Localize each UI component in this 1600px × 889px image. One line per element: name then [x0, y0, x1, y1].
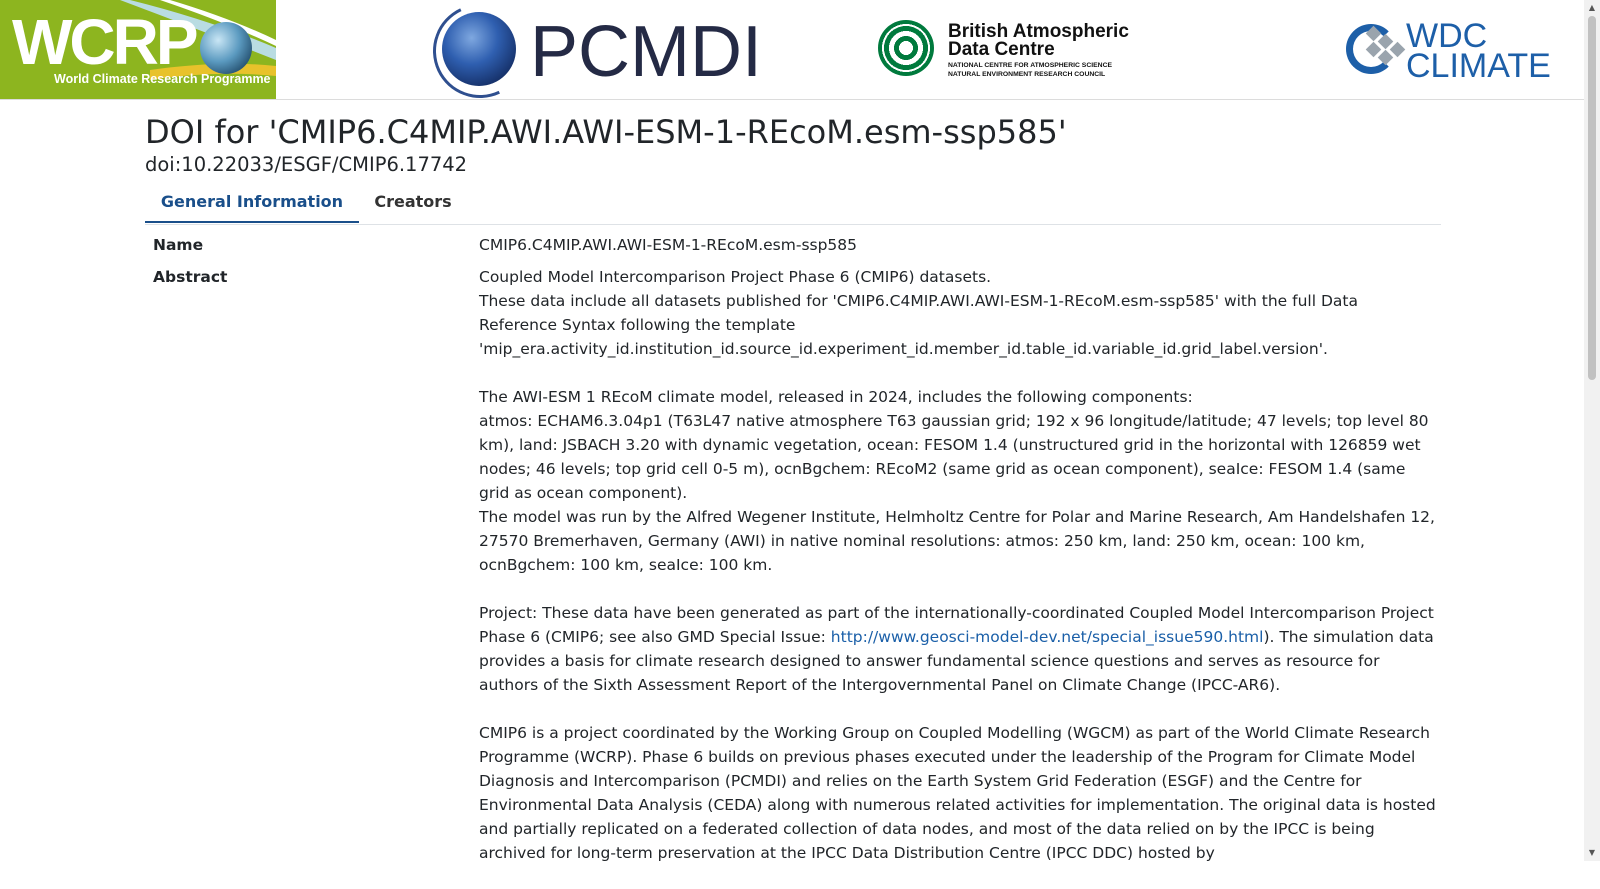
vertical-scrollbar[interactable] — [1584, 0, 1600, 861]
badc-logo-line3: NATIONAL CENTRE FOR ATMOSPHERIC SCIENCE — [948, 62, 1113, 69]
abstract-text: ). The simulation data provides a basis for climate research designed to answer fundamental science questions and serves as resource for authors of the Sixth Assessment Report of the Intergovernmental Panel on Climate Change (IPCC-AR6). — [479, 628, 1434, 694]
pcmdi-logo[interactable] — [436, 4, 762, 96]
abstract-line: CMIP6 is a project coordinated by the Working Group on Coupled Modelling (WGCM) as part of the World Climate Research Programme (WCRP). Phase 6 builds on previous phases executed under the leadership of the Program for Climate Model Diagnosis and Intercomparison (PCMDI) and relies on the Earth System Grid Federation (ESGF) and the Centre for Environmental Data Analysis (CEDA) along with numerous related activities for implementation. The original data is hosted and partially replicated on a federated collection of data nodes, and most of the data relied on by the IPCC is being archived for long-term preservation at the IPCC Data Distribution Centre (IPCC DDC) hosted by — [479, 724, 1436, 862]
name-label: Name — [153, 236, 204, 254]
scroll-down-arrow-icon[interactable]: ▼ — [1588, 848, 1596, 857]
page-title: DOI for 'CMIP6.C4MIP.AWI.AWI-ESM-1-REcoM.esm-ssp585' — [145, 113, 1067, 151]
earth-globe-icon — [442, 12, 516, 86]
tab-creators[interactable]: Creators — [374, 192, 452, 211]
logo-header — [0, 0, 1584, 100]
main-content — [145, 110, 1441, 862]
abstract-project-paragraph — [479, 601, 1439, 697]
name-row — [145, 233, 1441, 265]
abstract-line: atmos: ECHAM6.3.04p1 (T63L47 native atmosphere T63 gaussian grid; 192 x 96 longitude/latitude; 47 levels; top level 80 km), land: JSBACH 3.20 with dynamic vegetation, ocean: FESOM 1.4 (unstructured grid in the horizontal with 126859 wet nodes; 46 levels; top grid cell 0-5 m), ocnBgchem: REcoM2 (same grid as ocean component), seaIce: FESOM 1.4 (same grid as ocean component). — [479, 412, 1429, 502]
earth-globe-icon — [200, 22, 252, 74]
badc-logo-line4: NATURAL ENVIRONMENT RESEARCH COUNCIL — [948, 71, 1106, 78]
abstract-line: These data include all datasets published for 'CMIP6.C4MIP.AWI.AWI-ESM-1-REcoM.esm-ssp585' with the full Data Reference Syntax following the template 'mip_era.activity_id.institution_id.source_id.experiment_id.member_id.table_id.variable_id.grid_label.version'. — [479, 292, 1358, 358]
badc-rings-icon — [878, 20, 934, 76]
gmd-special-issue-link[interactable]: http://www.geosci-model-dev.net/special_issue590.html — [830, 628, 1264, 646]
abstract-label: Abstract — [153, 268, 228, 286]
badc-logo[interactable] — [878, 20, 1158, 82]
name-value: CMIP6.C4MIP.AWI.AWI-ESM-1-REcoM.esm-ssp585 — [479, 236, 858, 254]
doi-identifier: doi:10.22033/ESGF/CMIP6.17742 — [145, 153, 468, 176]
wdc-logo-line2: CLIMATE — [1406, 47, 1551, 85]
abstract-line: The model was run by the Alfred Wegener Institute, Helmholtz Centre for Polar and Marine Research, Am Handelshafen 12, 27570 Bremerhaven, Germany (AWI) in native nominal resolutions: atmos: 250 km, land: 250 km, ocean: 100 km, ocnBgchem: 100 km, seaIce: 100 km. — [479, 508, 1435, 574]
abstract-line: The AWI-ESM 1 REcoM climate model, released in 2024, includes the following components: — [479, 388, 1193, 406]
pcmdi-logo-text: PCMDI — [530, 12, 762, 92]
abstract-value — [479, 265, 1439, 889]
abstract-line: Coupled Model Intercomparison Project Phase 6 (CMIP6) datasets. — [479, 268, 992, 286]
tab-general-information[interactable]: General Information — [145, 187, 359, 223]
wdc-climate-logo[interactable] — [1346, 17, 1556, 85]
wcrp-logo-text: WCRP — [12, 6, 196, 78]
tab-bar — [145, 187, 1441, 225]
badc-logo-line1: British Atmospheric — [948, 21, 1129, 42]
wcrp-logo-subtitle: World Climate Research Programme — [54, 72, 271, 86]
wcrp-logo[interactable] — [0, 0, 276, 99]
abstract-text: Project: These data have been generated as part of the internationally-coordinated Coupled Model Intercomparison Project Phase 6 (CMIP6; see also GMD Special Issue: — [479, 604, 1434, 646]
badc-logo-line2: Data Centre — [948, 39, 1055, 60]
wdc-logo-line1: WDC — [1406, 17, 1488, 55]
scroll-thumb[interactable] — [1588, 16, 1596, 380]
scroll-up-arrow-icon[interactable]: ▲ — [1588, 3, 1596, 12]
